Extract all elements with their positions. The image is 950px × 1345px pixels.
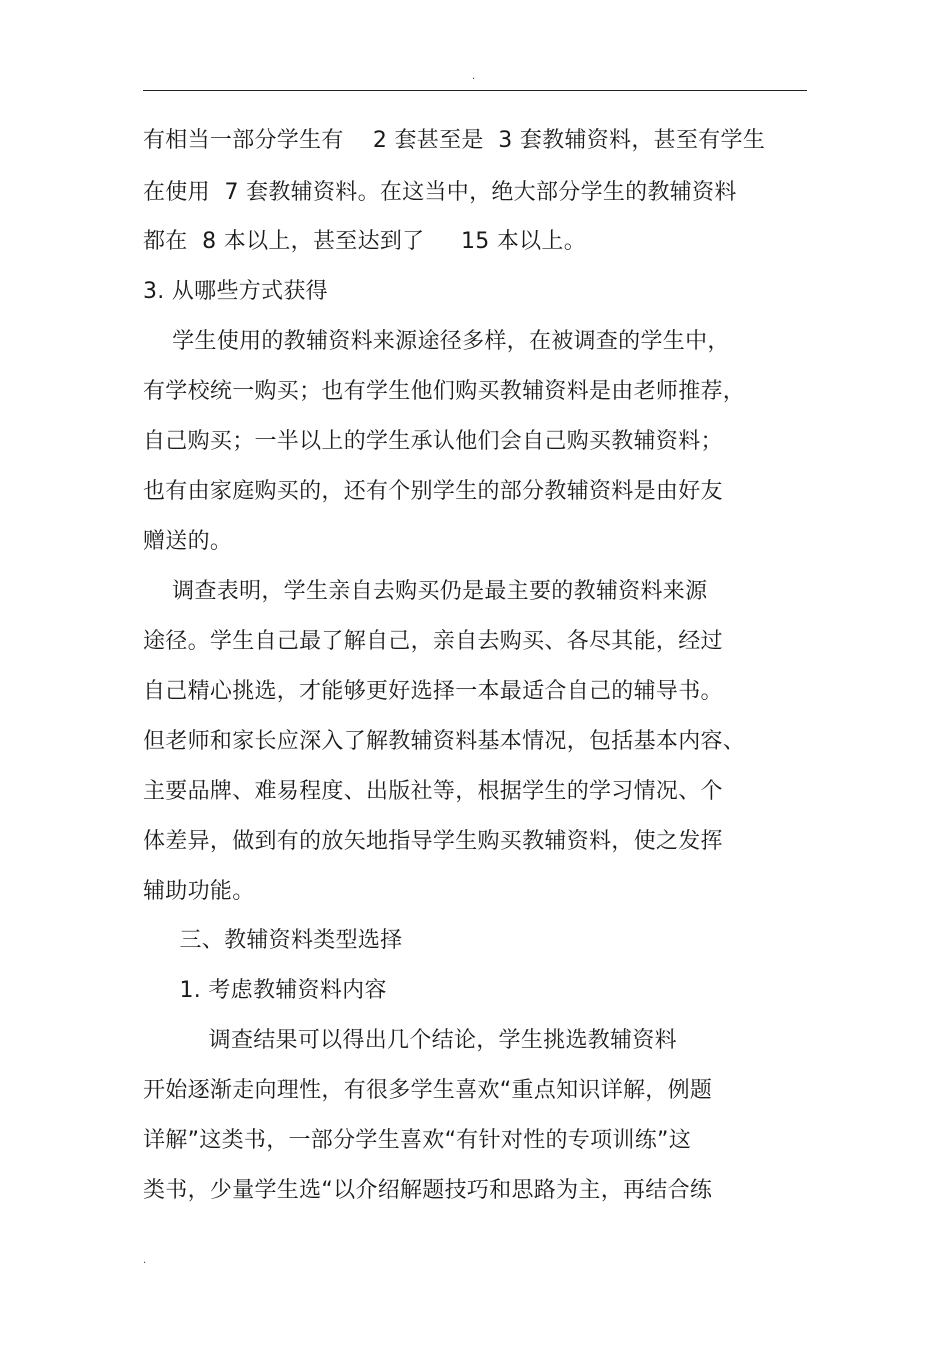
text-line: 都在 8 本以上，甚至达到了 15 本以上。 <box>143 229 587 254</box>
section-heading: 3. 从哪些方式获得 <box>143 279 328 304</box>
text-line: 调查结果可以得出几个结论，学生挑选教辅资料 <box>143 1028 677 1053</box>
text-line: 主要品牌、难易程度、出版社等，根据学生的学习情况、个 <box>143 779 723 804</box>
subsection-heading: 1. 考虑教辅资料内容 <box>143 978 387 1003</box>
text-line: 自己购买；一半以上的学生承认他们会自己购买教辅资料； <box>143 429 723 454</box>
footer-mark: . <box>143 1255 147 1266</box>
text-line: 赠送的。 <box>143 529 233 554</box>
header-mark: . <box>472 71 476 82</box>
text-line: 体差异，做到有的放矢地指导学生购买教辅资料，使之发挥 <box>143 829 723 854</box>
text-line: 自己精心挑选，才能够更好选择一本最适合自己的辅导书。 <box>143 679 723 704</box>
text-line: 途径。学生自己最了解自己，亲自去购买、各尽其能，经过 <box>143 629 723 654</box>
section-heading: 三、教辅资料类型选择 <box>143 928 403 953</box>
text-line: 在使用 7 套教辅资料。在这当中，绝大部分学生的教辅资料 <box>143 180 737 205</box>
text-line: 类书，少量学生选“以介绍解题技巧和思路为主，再结合练 <box>143 1178 713 1203</box>
text-line: 有相当一部分学生有 2 套甚至是 3 套教辅资料，甚至有学生 <box>143 128 766 153</box>
text-line: 辅助功能。 <box>143 879 255 904</box>
text-line: 但老师和家长应深入了解教辅资料基本情况，包括基本内容、 <box>143 729 746 754</box>
text-line: 学生使用的教辅资料来源途径多样，在被调查的学生中， <box>143 329 730 354</box>
text-line: 详解”这类书，一部分学生喜欢“有针对性的专项训练”这 <box>143 1128 691 1153</box>
text-line: 有学校统一购买；也有学生他们购买教辅资料是由老师推荐， <box>143 379 746 404</box>
text-line: 调查表明，学生亲自去购买仍是最主要的教辅资料来源 <box>143 579 708 604</box>
text-line: 开始逐渐走向理性，有很多学生喜欢“重点知识详解，例题 <box>143 1078 713 1103</box>
header-rule <box>143 90 807 91</box>
text-line: 也有由家庭购买的，还有个别学生的部分教辅资料是由好友 <box>143 479 723 504</box>
